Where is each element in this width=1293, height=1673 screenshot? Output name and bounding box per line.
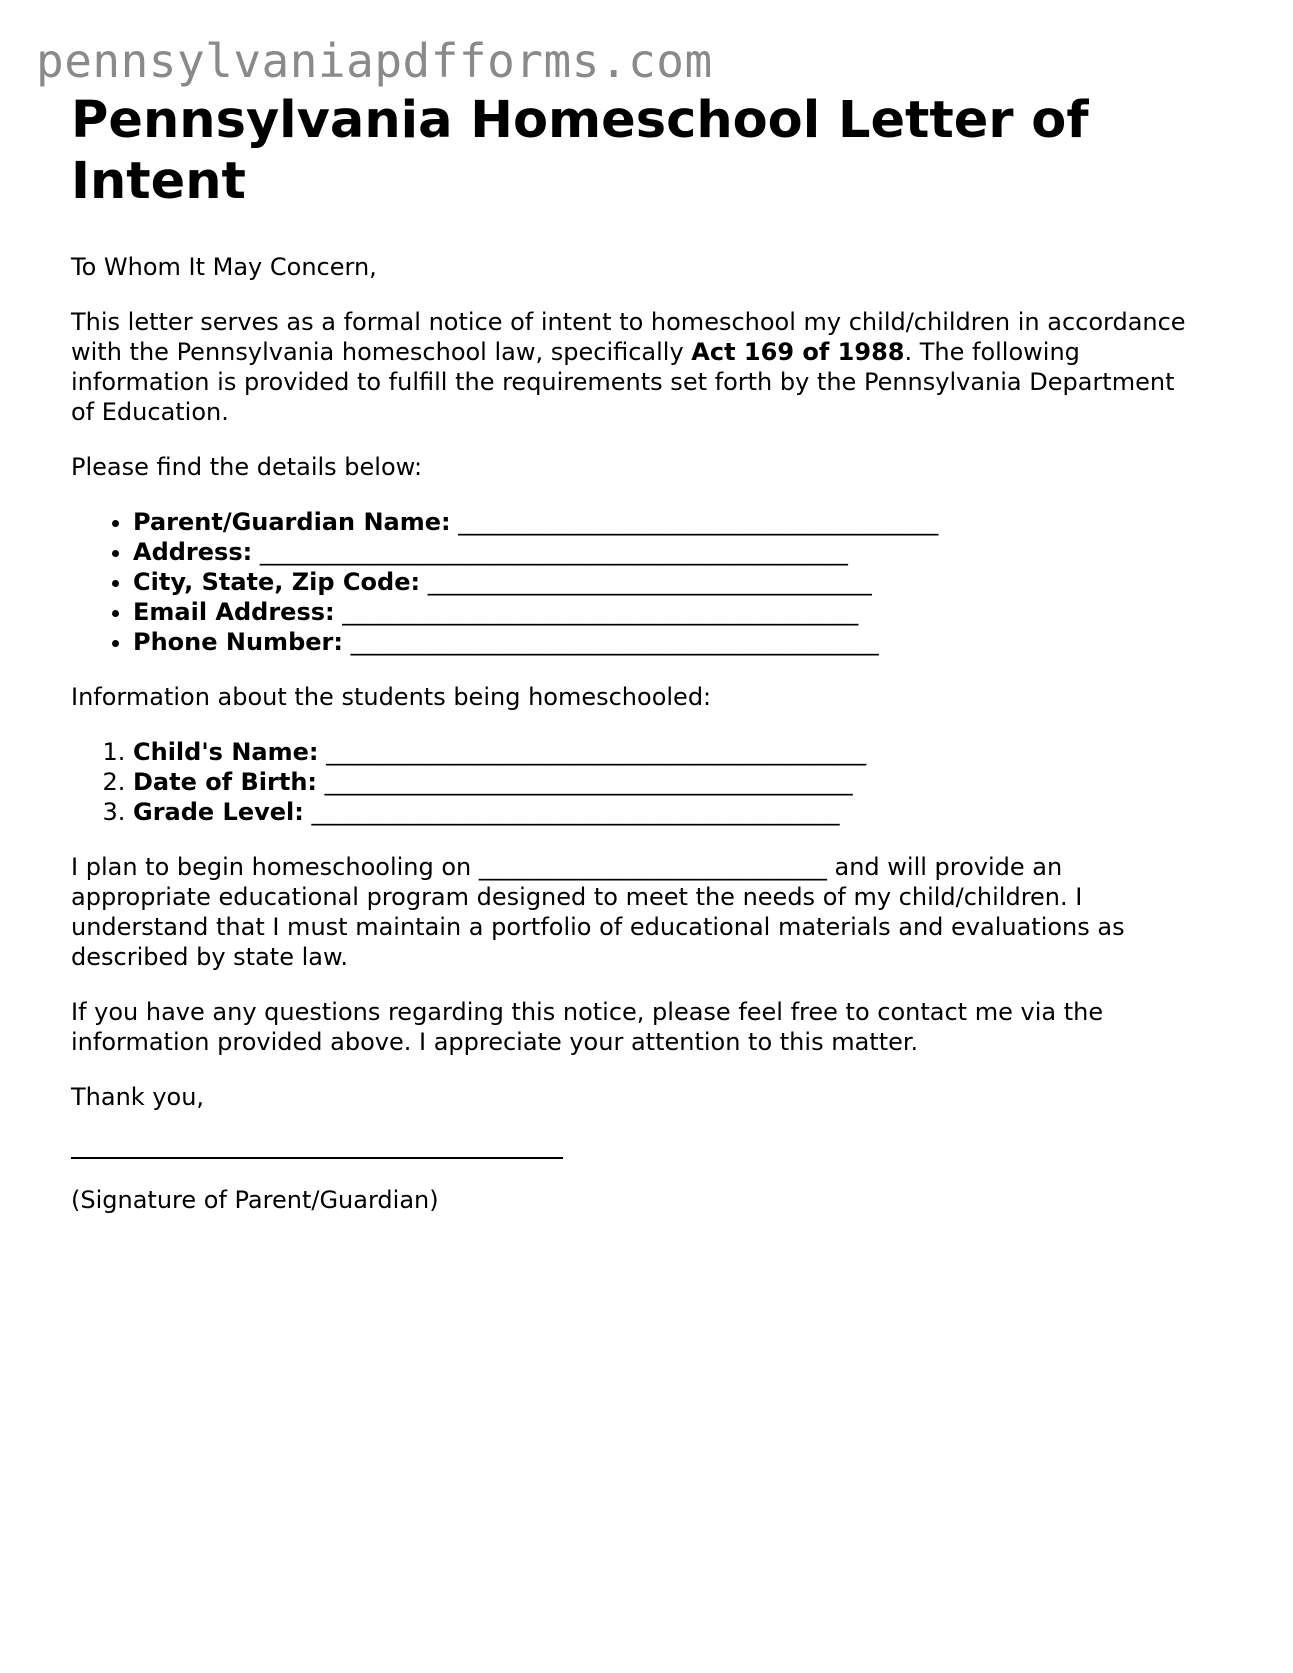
parent-info-list (71, 507, 1231, 657)
signature-caption: (Signature of Parent/Guardian) (71, 1186, 439, 1214)
letter-page (71, 90, 1231, 1215)
intro-paragraph (71, 307, 1201, 427)
grade-level-field[interactable] (133, 797, 1231, 827)
field-blank[interactable]: _____________________________________________ (326, 738, 867, 766)
details-lead: Please find the details below: (71, 453, 423, 481)
field-label: Address: (133, 538, 253, 566)
city-state-zip-field[interactable] (133, 567, 1231, 597)
plan-text-before: I plan to begin homeschooling on (71, 853, 479, 881)
field-label: Email Address: (133, 598, 335, 626)
field-label: Date of Birth: (133, 768, 318, 796)
phone-field[interactable] (133, 627, 1231, 657)
intro-text-before: This letter serves as a formal notice of intent to homeschool my child/children in accordance with the Pennsylvania homeschool law, specifically (71, 308, 1186, 366)
address-field[interactable] (133, 537, 1231, 567)
student-info-list (71, 737, 1231, 827)
date-of-birth-field[interactable] (133, 767, 1231, 797)
field-label: Child's Name: (133, 738, 319, 766)
field-blank[interactable]: _________________________________________________ (259, 538, 848, 566)
field-blank[interactable]: ____________________________________________ (350, 628, 879, 656)
page-title: Pennsylvania Homeschool Letter of Intent (71, 91, 1089, 211)
closing: Thank you, (71, 1083, 205, 1111)
email-field[interactable] (133, 597, 1231, 627)
signature-line[interactable] (71, 1157, 563, 1159)
field-blank[interactable]: _____________________________________ (427, 568, 872, 596)
parent-name-field[interactable] (133, 507, 1231, 537)
field-label: Grade Level: (133, 798, 304, 826)
questions-paragraph: If you have any questions regarding this notice, please feel free to contact me via the information provided above. I appreciate your attention to this matter. (71, 998, 1104, 1056)
field-blank[interactable]: ____________________________________________ (311, 798, 840, 826)
field-blank[interactable]: ________________________________________ (458, 508, 939, 536)
greeting: To Whom It May Concern, (71, 253, 377, 281)
field-label: Parent/Guardian Name: (133, 508, 451, 536)
child-name-field[interactable] (133, 737, 1231, 767)
plan-text-after: and will provide an appropriate educational program designed to meet the needs of my child/children. I understand that I must maintain a portfolio of educational materials and evaluations as described by state law. (71, 853, 1125, 971)
field-label: City, State, Zip Code: (133, 568, 421, 596)
plan-paragraph (71, 852, 1201, 972)
start-date-blank[interactable]: _____________________________ (478, 853, 827, 881)
students-lead: Information about the students being homeschooled: (71, 683, 712, 711)
field-blank[interactable]: ____________________________________________ (324, 768, 853, 796)
intro-text-after: . The following information is provided to fulfill the requirements set forth by the Pennsylvania Department of Education. (71, 338, 1175, 426)
field-blank[interactable]: ___________________________________________ (342, 598, 859, 626)
field-label: Phone Number: (133, 628, 343, 656)
act-reference: Act 169 of 1988 (691, 338, 905, 366)
watermark: pennsylvaniapdfforms.com (36, 34, 713, 88)
